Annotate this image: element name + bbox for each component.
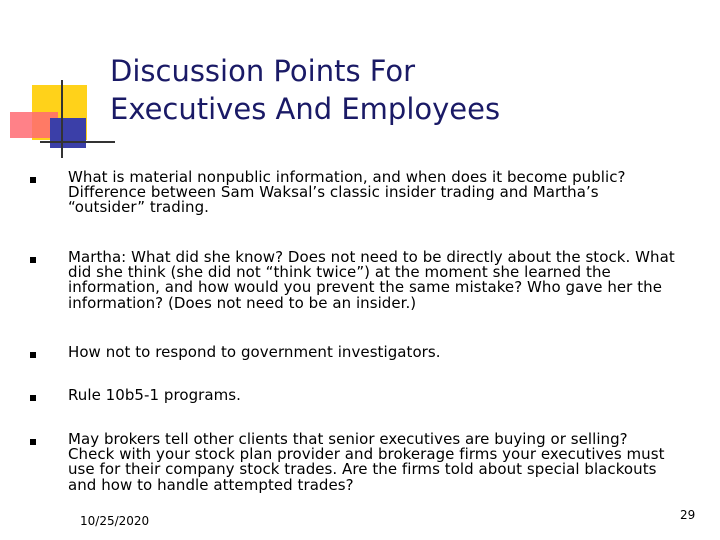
- bullet-item: [30, 388, 675, 403]
- bullet-text: How not to respond to government investigators.: [68, 343, 441, 361]
- page-number: 29: [680, 508, 696, 522]
- bullet-square-icon: [30, 439, 36, 445]
- bullet-square-icon: [30, 257, 36, 263]
- bullet-item: [30, 170, 675, 216]
- footer-date: 10/25/2020: [80, 514, 150, 528]
- bullet-item: [30, 432, 675, 493]
- title-line-1: Discussion Points For: [110, 54, 416, 88]
- bullet-item: [30, 345, 675, 360]
- bullet-text: What is material nonpublic information, and when does it become public? Difference between Sam Waksal’s classic insider trading and Martha’s “outsider” trading.: [68, 168, 626, 217]
- bullet-text: May brokers tell other clients that senior executives are buying or selling? Check with your stock plan provider and brokerage firms your executives must use for their company stock trades. Are the firms told about special blackouts and how to handle attempted trades?: [68, 430, 665, 494]
- bullet-text: Martha: What did she know? Does not need to be directly about the stock. What did she think (she did not “think twice”) at the moment she learned the information, and how would you prevent the same mistake? Who gave her the information? (Does not need to be an insider.): [68, 248, 675, 312]
- bullet-square-icon: [30, 395, 36, 401]
- bullet-text: Rule 10b5-1 programs.: [68, 386, 241, 404]
- bullet-square-icon: [30, 352, 36, 358]
- title-line-2: Executives And Employees: [110, 92, 501, 126]
- bullet-item: [30, 250, 675, 311]
- bullet-square-icon: [30, 177, 36, 183]
